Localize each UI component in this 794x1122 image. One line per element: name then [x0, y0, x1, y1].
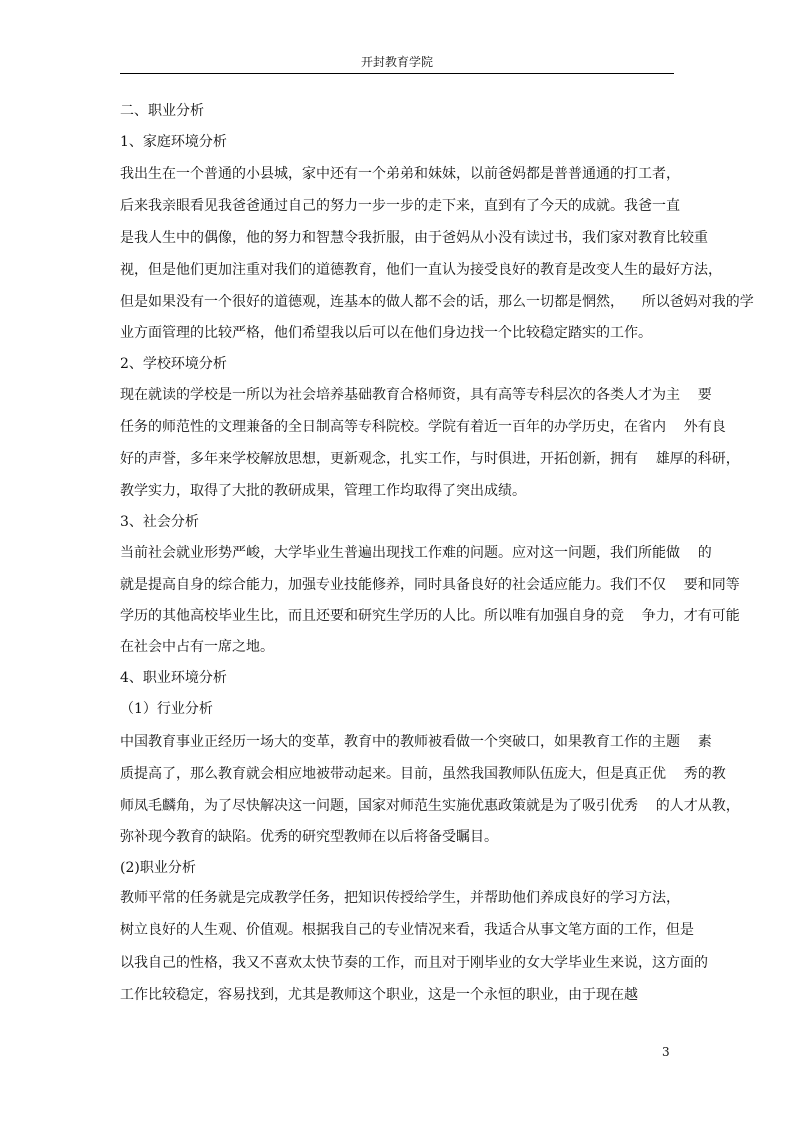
- subsection-heading: 3、社会分析: [120, 514, 199, 530]
- paragraph-line: 树立良好的人生观、价值观。根据我自己的专业情况来看，我适合从事文笔方面的工作，但是: [120, 922, 694, 938]
- section-heading: 二、职业分析: [120, 103, 204, 119]
- header-divider: [120, 73, 674, 74]
- paragraph-line: 教学实力，取得了大批的教研成果，管理工作均取得了突出成绩。: [120, 483, 526, 499]
- paragraph-line: 当前社会就业形势严峻，大学毕业生普遍出现找工作难的问题。应对这一问题，我们所能做 的: [120, 545, 712, 561]
- subsection-heading: 4、职业环境分析: [120, 670, 227, 686]
- paragraph-line: 以我自己的性格，我又不喜欢太快节奏的工作，而且对于刚毕业的女大学毕业生来说，这方面的: [120, 955, 708, 971]
- paragraph-line: 质提高了，那么教育就会相应地被带动起来。目前，虽然我国教师队伍庞大，但是真正优 秀的教: [120, 766, 726, 782]
- subsection-heading: 2、学校环境分析: [120, 356, 227, 372]
- paragraph-line: 教师平常的任务就是完成教学任务，把知识传授给学生，并帮助他们养成良好的学习方法，: [120, 890, 680, 906]
- paragraph-line: 后来我亲眼看见我爸爸通过自己的努力一步一步的走下来，直到有了今天的成就。我爸一直: [120, 198, 680, 214]
- paragraph-line: 就是提高自身的综合能力，加强专业技能修养，同时具备良好的社会适应能力。我们不仅 要和同等: [120, 577, 740, 593]
- paragraph-line: 中国教育事业正经历一场大的变革，教育中的教师被看做一个突破口，如果教育工作的主题 素: [120, 734, 712, 750]
- paragraph-line: 好的声誉，多年来学校解放思想，更新观念，扎实工作，与时俱进，开拓创新，拥有 雄厚的科研，: [120, 451, 740, 467]
- paragraph-line: 任务的师范性的文理兼备的全日制高等专科院校。学院有着近一百年的办学历史，在省内 外有良: [120, 419, 726, 435]
- subsection-heading: （1）行业分析: [120, 701, 213, 717]
- paragraph-line: 业方面管理的比较严格，他们希望我以后可以在他们身边找一个比较稳定踏实的工作。: [120, 325, 652, 341]
- paragraph-line: 现在就读的学校是一所以为社会培养基础教育合格师资，具有高等专科层次的各类人才为主 要: [120, 387, 712, 403]
- page-number: 3: [662, 1045, 670, 1059]
- paragraph-line: 工作比较稳定，容易找到，尤其是教师这个职业，这是一个永恒的职业，由于现在越: [120, 987, 638, 1003]
- paragraph-line: 但是如果没有一个很好的道德观，连基本的做人都不会的话，那么一切都是惘然， 所以爸妈对我的学: [120, 294, 754, 310]
- subsection-heading: 1、家庭环境分析: [120, 134, 227, 150]
- page-header-title: 开封教育学院: [360, 55, 433, 69]
- paragraph-line: 师凤毛麟角，为了尽快解决这一问题，国家对师范生实施优惠政策就是为了吸引优秀 的人才从教，: [120, 798, 740, 814]
- subsection-heading: (2)职业分析: [120, 860, 196, 876]
- paragraph-line: 弥补现今教育的缺陷。优秀的研究型教师在以后将备受瞩目。: [120, 829, 498, 845]
- paragraph-line: 学历的其他高校毕业生比，而且还要和研究生学历的人比。所以唯有加强自身的竞 争力，才有可能: [120, 608, 740, 624]
- paragraph-line: 是我人生中的偶像，他的努力和智慧令我折服，由于爸妈从小没有读过书，我们家对教育比较重: [120, 230, 708, 246]
- paragraph-line: 我出生在一个普通的小县城，家中还有一个弟弟和妹妹，以前爸妈都是普普通通的打工者，: [120, 166, 680, 182]
- paragraph-line: 在社会中占有一席之地。: [120, 639, 274, 655]
- paragraph-line: 视，但是他们更加注重对我们的道德教育，他们一直认为接受良好的教育是改变人生的最好方法，: [120, 262, 722, 278]
